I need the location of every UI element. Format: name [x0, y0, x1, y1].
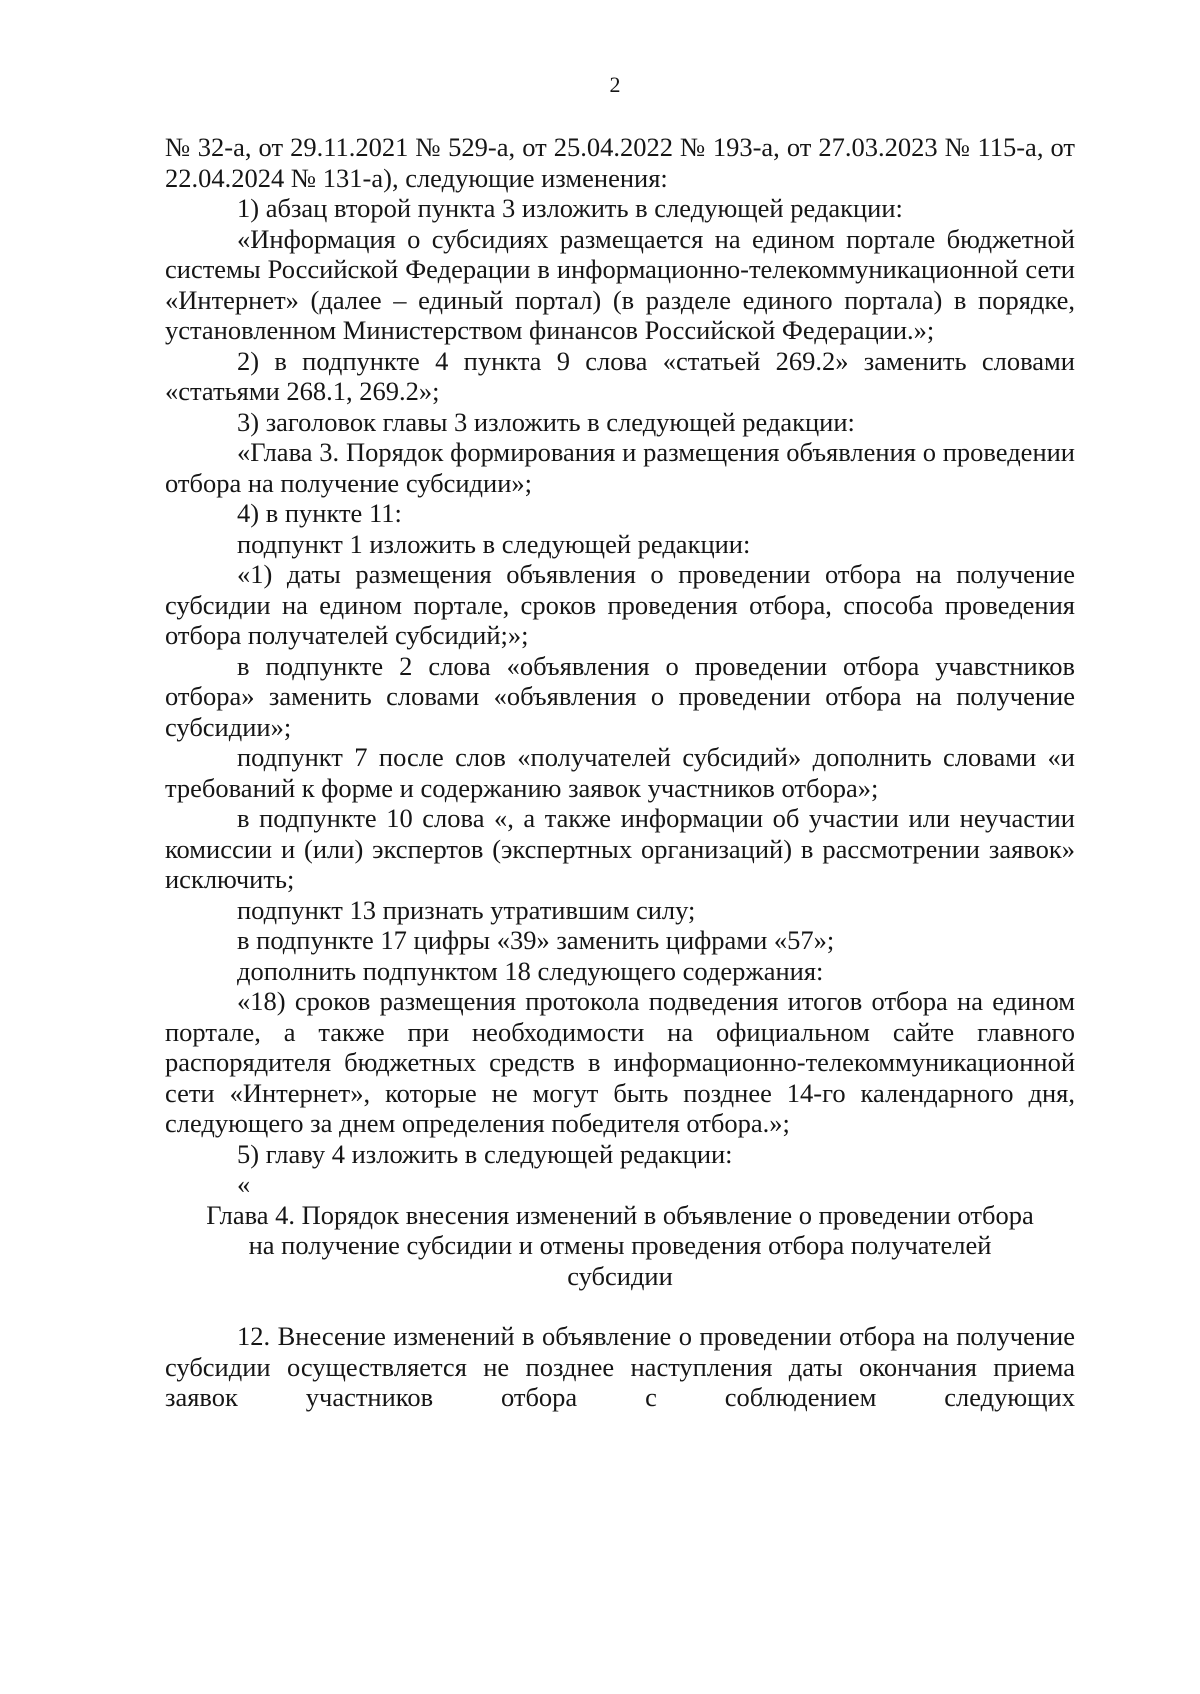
chapter-heading-line-1: Глава 4. Порядок внесения изменений в объявление о проведении отбора	[206, 1199, 1034, 1230]
paragraph-item-5: 5) главу 4 изложить в следующей редакции:	[237, 1138, 733, 1169]
paragraph-subitem-1-text: «1) даты размещения объявления о проведении отбора на получение субсидии на едином портале, сроков проведения отбора, способа проведения отбора получателей субсидий;»;	[165, 559, 1075, 650]
paragraph-item-4: 4) в пункте 11:	[237, 498, 402, 528]
paragraph-subitem-7: подпункт 7 после слов «получателей субсидий» дополнить словами «и требований к форме и содержанию заявок участников отбора»;	[165, 742, 1075, 803]
paragraph-item-3-text: «Глава 3. Порядок формирования и размещения объявления о проведении отбора на получение субсидии»;	[165, 437, 1075, 498]
paragraph-subitem-17: в подпункте 17 цифры «39» заменить цифрами «57»;	[237, 925, 835, 955]
page-number: 2	[609, 72, 621, 97]
paragraph-item-3: 3) заголовок главы 3 изложить в следующей редакции:	[237, 406, 855, 437]
paragraph-subitem-10: в подпункте 10 слова «, а также информации об участии или неучастии комиссии и (или) экспертов (экспертных организаций) в рассмотрении заявок» исключить;	[165, 803, 1075, 894]
document-body	[165, 132, 1075, 1413]
chapter-heading-line-3: субсидии	[567, 1260, 673, 1291]
chapter-heading-line-2: на получение субсидии и отмены проведения отбора получателей	[248, 1230, 992, 1260]
opening-quote: «	[237, 1169, 251, 1199]
paragraph-subitem-18-intro: дополнить подпунктом 18 следующего содержания:	[237, 955, 824, 986]
paragraph-item-1: 1) абзац второй пункта 3 изложить в следующей редакции:	[237, 193, 903, 223]
paragraph-subitem-1: подпункт 1 изложить в следующей редакции:	[237, 528, 751, 559]
paragraph-subitem-18-text: «18) сроков размещения протокола подведения итогов отбора на едином портале, а также при необходимости на официальном сайте главного распорядителя бюджетных средств в информационно-телекоммуникационной сети «Интернет», которые не могут быть позднее 14-го календарного дня, следующего за днем определения победителя отбора.»;	[165, 986, 1075, 1138]
paragraph-subitem-13: подпункт 13 признать утратившим силу;	[237, 894, 696, 925]
paragraph-clause-12: 12. Внесение изменений в объявление о проведении отбора на получение субсидии осуществляется не позднее наступления даты окончания приема заявок участников отбора с соблюдением следующих	[165, 1321, 1075, 1412]
paragraph-amendment-list-continuation: № 32-а, от 29.11.2021 № 529-а, от 25.04.2022 № 193-а, от 27.03.2023 № 115-а, от 22.04.2024 № 131-а), следующие изменения:	[165, 132, 1075, 193]
paragraph-item-1-text: «Информация о субсидиях размещается на едином портале бюджетной системы Российской Федерации в информационно-телекоммуникационной сети «Интернет» (далее – единый портал) (в разделе единого портала) в порядке, установленном Министерством финансов Российской Федерации.»;	[165, 223, 1075, 345]
paragraph-subitem-2: в подпункте 2 слова «объявления о проведении отбора учавстников отбора» заменить словами «объявления о проведении отбора на получение субсидии»;	[165, 650, 1075, 742]
chapter-4-heading	[165, 1200, 1075, 1292]
paragraph-item-2: 2) в подпункте 4 пункта 9 слова «статьей 269.2» заменить словами «статьями 268.1, 269.2»;	[165, 345, 1075, 406]
